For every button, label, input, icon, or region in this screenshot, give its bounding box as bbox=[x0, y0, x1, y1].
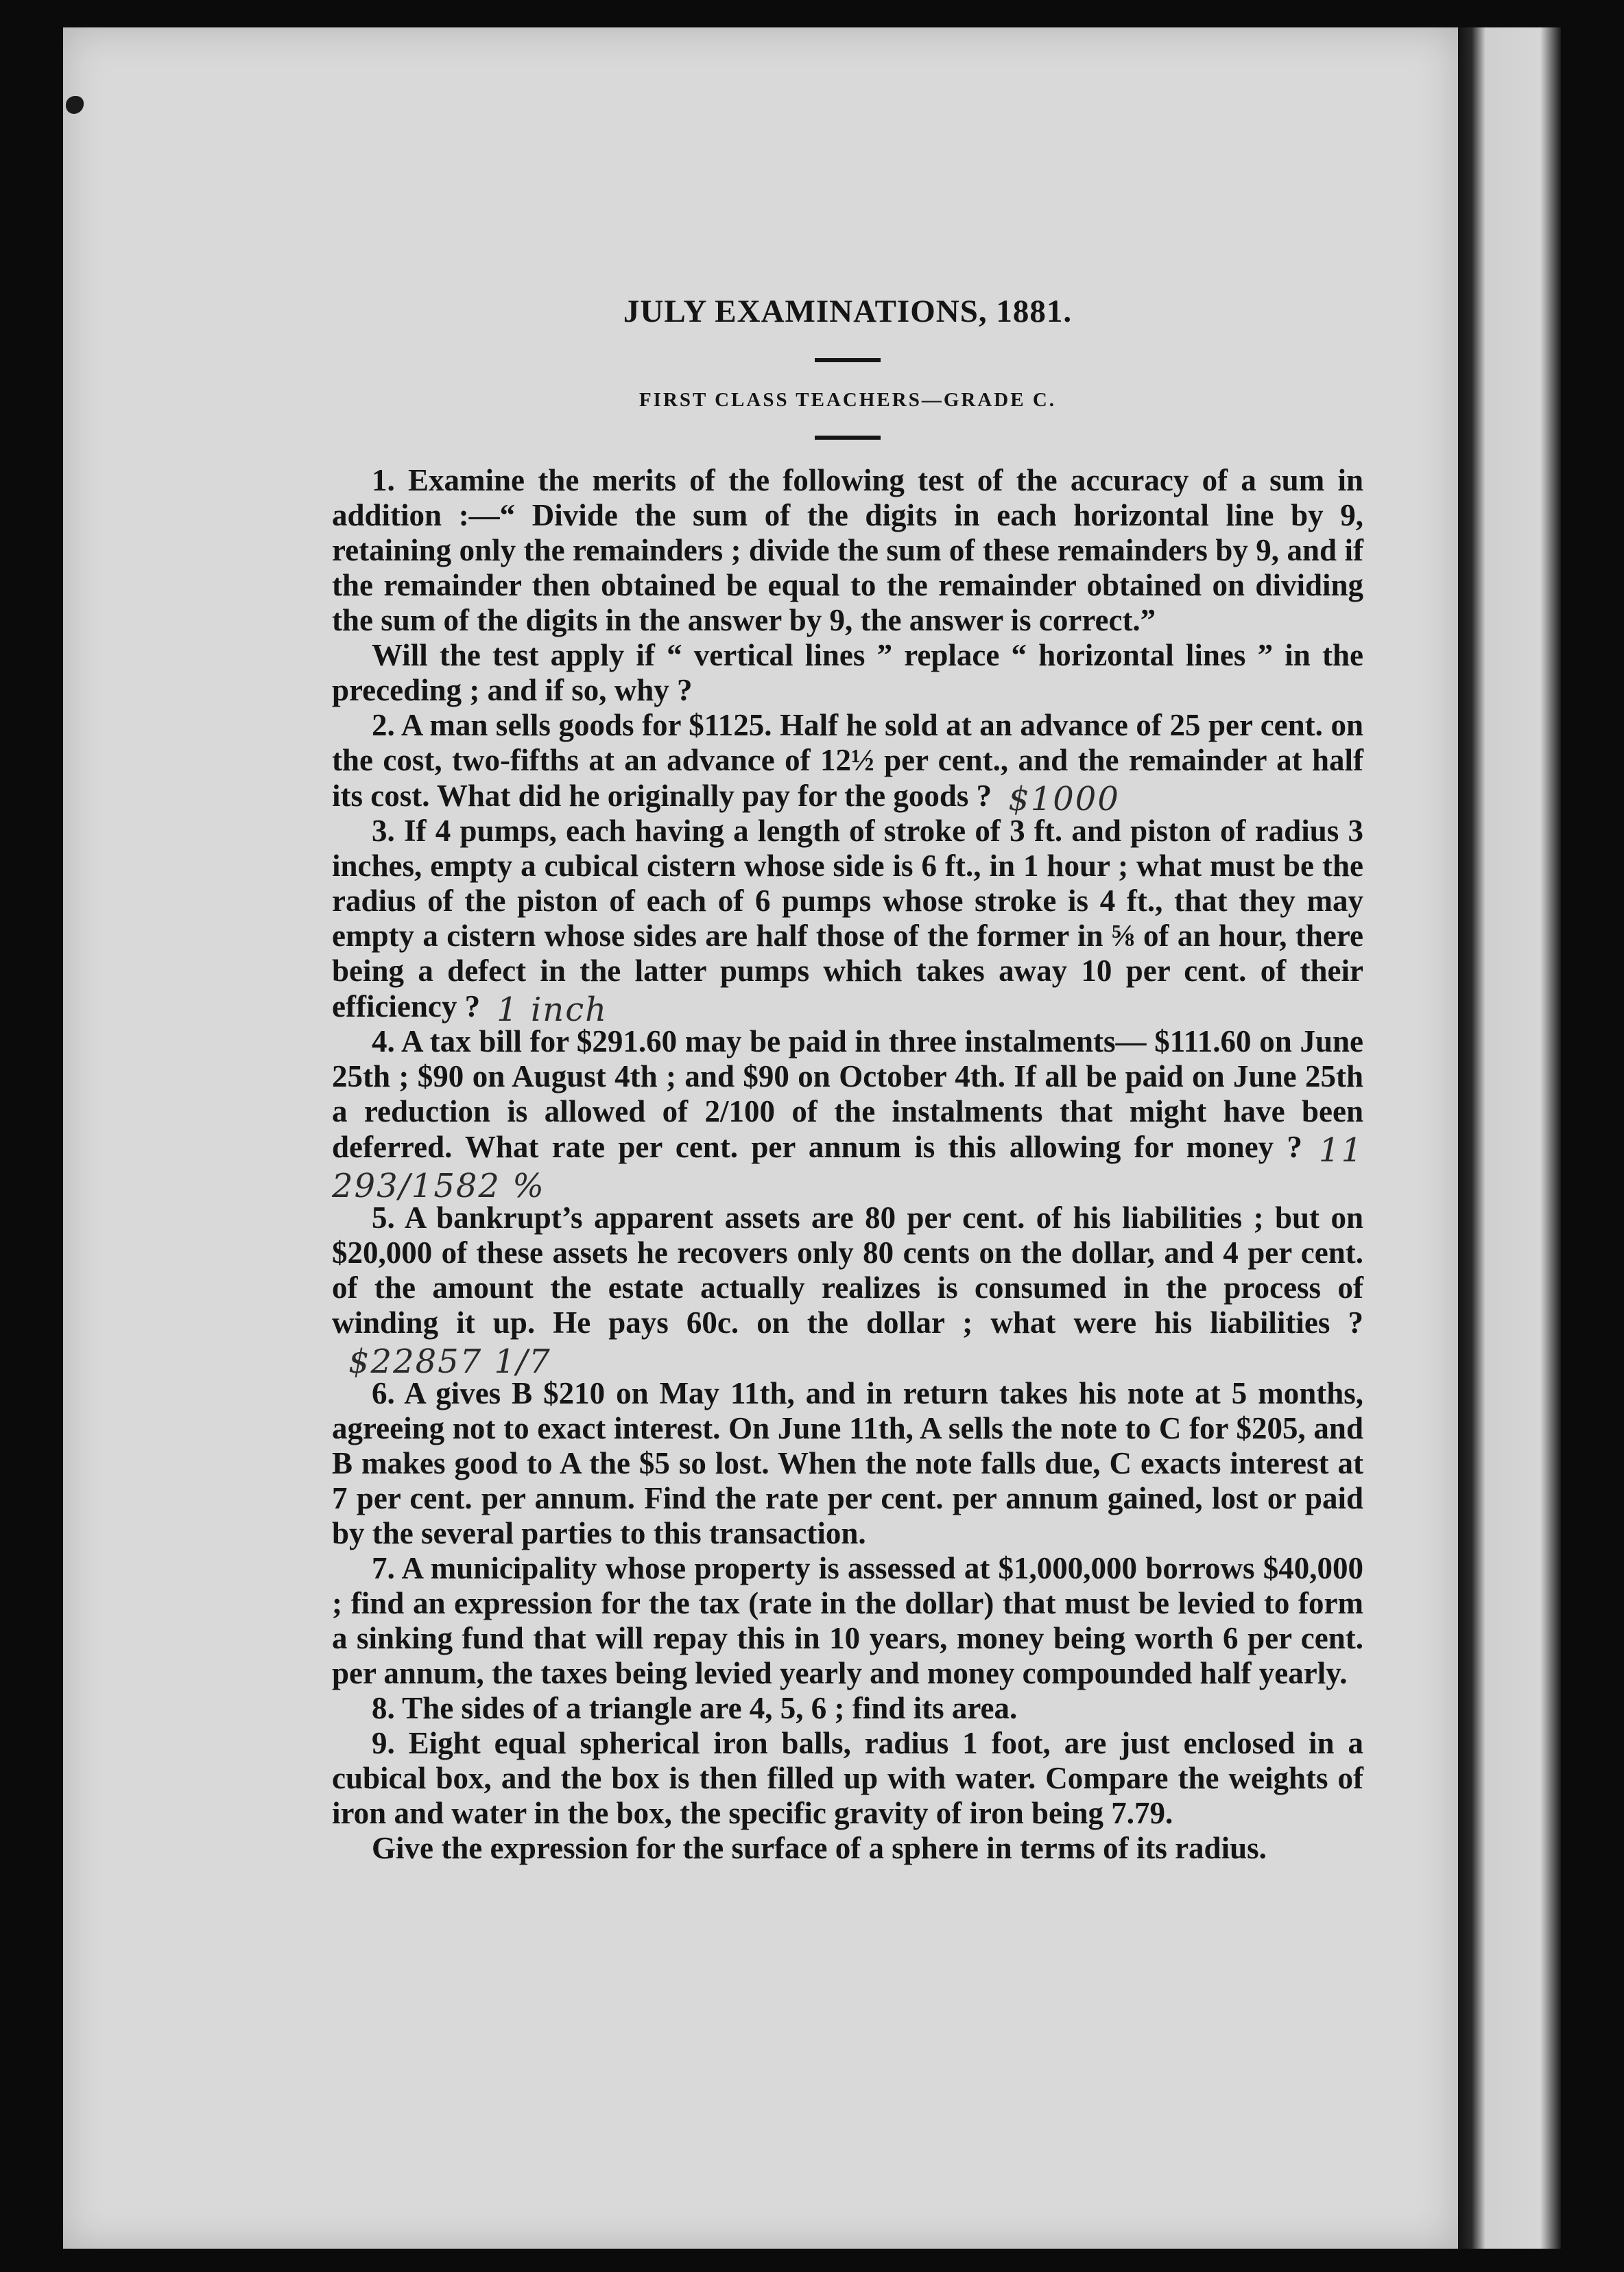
question-6: 6. A gives B $210 on May 11th, and in return takes his note at 5 months, agreeing not to exact interest. On June 11th, A sells the note to C for $205, and B makes good to A the $5 so lost. When the note falls due, C exacts interest at 7 per cent. per annum. Find the rate per cent. per annum gained, lost or paid by the several parties to this transaction. bbox=[332, 1376, 1363, 1551]
title-rule bbox=[815, 358, 881, 362]
question-9: 9. Eight equal spherical iron balls, radius 1 foot, are just enclosed in a cubical box, and the box is then filled up with water. Compare the weights of iron and water in the box, the specific gravity of iron being 7.79. bbox=[332, 1726, 1363, 1831]
question-9-followup: Give the expression for the surface of a sphere in terms of its radius. bbox=[372, 1831, 1267, 1866]
question-4 bbox=[332, 1024, 1363, 1206]
question-2-text: 2. A man sells goods for $1125. Half he sold at an advance of 25 per cent. on the cost, two-fifths at an advance of 12½ per cent., and the remainder at half its cost. What did he originally pay for the goods ? bbox=[332, 708, 1363, 814]
exam-text bbox=[332, 261, 1363, 1866]
handwritten-answer-q5: $22857 1/7 bbox=[348, 1342, 551, 1382]
handwritten-answer-q2: $1000 bbox=[1008, 780, 1120, 819]
question-7: 7. A municipality whose property is assessed at $1,000,000 borrows $40,000 ; find an expression for the tax (rate in the dollar) that must be levied to form a sinking fund that will repay this in 10 years, money being worth 6 per cent. per annum, the taxes being levied yearly and money compounded half yearly. bbox=[332, 1551, 1363, 1691]
handwritten-answer-q3: 1 inch bbox=[497, 991, 608, 1030]
handwritten-answer-q4: 11 293/1582 % bbox=[332, 1131, 1363, 1206]
question-2 bbox=[332, 708, 1363, 819]
question-3-text: 3. If 4 pumps, each having a length of stroke of 3 ft. and piston of radius 3 inches, empty a cubical cistern whose side is 6 ft., in 1 hour ; what must be the radius of the piston of each of 6 pumps whose stroke is 4 ft., that they may empty a cistern whose sides are half those of the former in ⅝ of an hour, there being a defect in the latter pumps which takes away 10 per cent. of their efficiency ? bbox=[332, 814, 1363, 1024]
question-5-text: 5. A bankrupt’s apparent assets are 80 per cent. of his liabilities ; but on $20,000 of these assets he recovers only 80 cents on the dollar, and 4 per cent. of the amount the estate actually realizes is consumed in the process of winding it up. He pays 60c. on the dollar ; what were his liabilities ? bbox=[332, 1200, 1363, 1340]
question-5 bbox=[332, 1200, 1363, 1382]
questions-list bbox=[332, 463, 1363, 1866]
next-page-edge bbox=[1458, 27, 1561, 2249]
subtitle-rule bbox=[815, 436, 881, 440]
question-4-text: 4. A tax bill for $291.60 may be paid in three instalments— $111.60 on June 25th ; $90 on August 4th ; and $90 on October 4th. If all be paid on June 25th a reduction is allowed of 2/100 of the instalments that might have been deferred. What rate per cent. per annum is this allowing for money ? bbox=[332, 1024, 1363, 1165]
question-8: 8. The sides of a triangle are 4, 5, 6 ; find its area. bbox=[372, 1691, 1018, 1726]
question-1: 1. Examine the merits of the following test of the accuracy of a sum in addition :—“ Divide the sum of the digits in each horizontal line by 9, retaining only the remainders ; divide the sum of these remainders by 9, and if the remainder then obtained be equal to the remainder obtained on dividing the sum of the digits in the answer by 9, the answer is correct.” bbox=[332, 463, 1363, 638]
question-3 bbox=[332, 814, 1363, 1030]
question-1-followup: Will the test apply if “ vertical lines ” replace “ horizontal lines ” in the preceding ; and if so, why ? bbox=[332, 638, 1363, 708]
page-subtitle: FIRST CLASS TEACHERS—GRADE C. bbox=[638, 389, 1057, 412]
page-title: JULY EXAMINATIONS, 1881. bbox=[623, 294, 1073, 329]
